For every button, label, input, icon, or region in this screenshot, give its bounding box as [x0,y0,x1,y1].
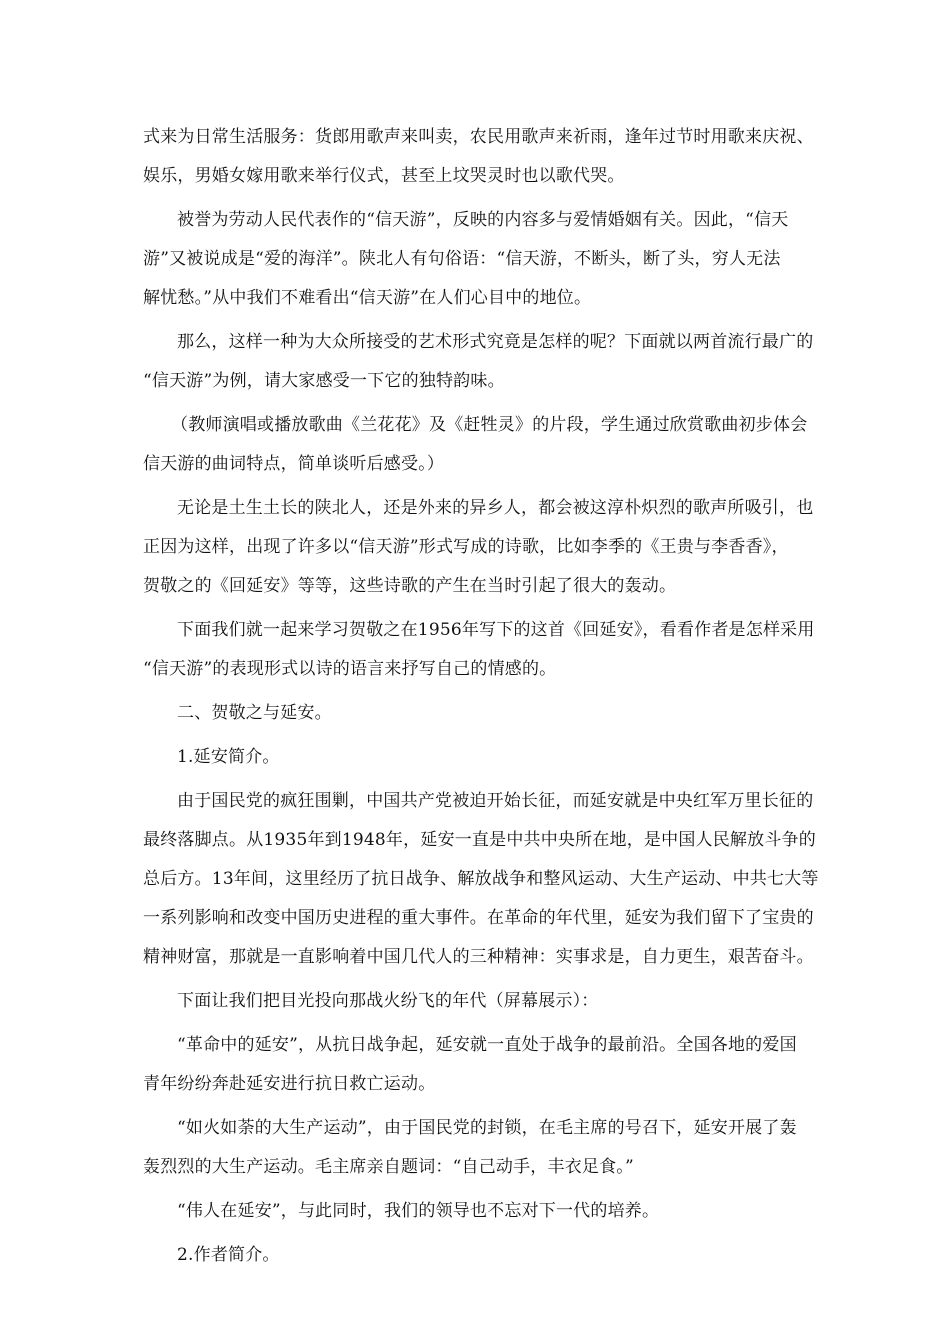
text-line: 下面让我们把目光投向那战火纷飞的年代（屏幕展示）： [177,991,599,1011]
paragraph-love-theme [143,201,815,318]
text-line: （教师演唱或播放歌曲《兰花花》及《赶牲灵》的片段，学生通过欣赏歌曲初步体会 [171,415,808,435]
paragraph-art-form [143,323,815,401]
text-line: 那么，这样一种为大众所接受的艺术形式究竟是怎样的呢？下面就以两首流行最广的 [177,332,814,352]
document-body [143,118,819,1280]
paragraph-screen-display [143,982,815,1021]
paragraph-song-uses [143,118,815,196]
text-line: 信天游的曲词特点，简单谈听后感受。） [143,454,445,474]
text-line: 精神财富，那就是一直影响着中国几代人的三种精神：实事求是，自力更生，艰苦奋斗。 [143,947,814,967]
text-line: 由于国民党的疯狂围剿，中国共产党被迫开始长征，而延安就是中央红军万里长征的 [177,791,814,811]
text-line: 式来为日常生活服务：货郎用歌声来叫卖，农民用歌声来祈雨，逢年过节时用歌来庆祝、 [143,127,814,147]
text-line: 被誉为劳动人民代表作的“信天游”，反映的内容多与爱情婚姻有关。因此，“信天 [177,210,789,230]
text-line: 娱乐，男婚女嫁用歌来举行仪式，甚至上坟哭灵时也以歌代哭。 [143,166,625,186]
paragraph-yanan-history [143,782,819,977]
paragraph-teacher-note [143,406,815,484]
text-line: 轰烈烈的大生产运动。毛主席亲自题词：“自己动手，丰衣足食。” [143,1157,634,1177]
paragraph-production-movement [143,1109,815,1187]
text-line: “信天游”的表现形式以诗的语言来抒写自己的情感的。 [143,659,557,679]
text-line: 总后方。13年间，这里经历了抗日战争、解放战争和整风运动、大生产运动、中共七大等 [143,869,819,889]
paragraph-poems-influence [143,489,815,606]
text-line: 1.延安简介。 [177,747,280,767]
text-line: “信天游”为例，请大家感受一下它的独特韵味。 [143,371,505,391]
section-heading-he-jingzhi-yanan [143,694,815,733]
text-line: 正因为这样，出现了许多以“信天游”形式写成的诗歌，比如李季的《王贵与李香香》， [143,537,789,557]
paragraph-revolution-yanan [143,1026,815,1104]
text-line: 无论是土生土长的陕北人，还是外来的异乡人，都会被这淳朴炽烈的歌声所吸引，也 [177,498,814,518]
text-line: 贺敬之的《回延安》等等，这些诗歌的产生在当时引起了很大的轰动。 [143,576,677,596]
subheading-yanan-intro [143,738,815,777]
text-line: 青年纷纷奔赴延安进行抗日救亡运动。 [143,1074,436,1094]
text-line: 2.作者简介。 [177,1245,280,1265]
text-line: “如火如荼的大生产运动”，由于国民党的封锁，在毛主席的号召下，延安开展了轰 [177,1118,797,1138]
text-line: 下面我们就一起来学习贺敬之在1956年写下的这首《回延安》，看看作者是怎样采用 [177,620,815,640]
text-line: “革命中的延安”，从抗日战争起，延安就一直处于战争的最前沿。全国各地的爱国 [177,1035,797,1055]
paragraph-study-intro [143,611,815,689]
text-line: “伟人在延安”，与此同时，我们的领导也不忘对下一代的培养。 [177,1201,660,1221]
text-line: 游”又被说成是“爱的海洋”。陕北人有句俗语：“信天游，不断头，断了头，穷人无法 [143,249,781,269]
text-line: 解忧愁。”从中我们不难看出“信天游”在人们心目中的地位。 [143,288,592,308]
text-line: 一系列影响和改变中国历史进程的重大事件。在革命的年代里，延安为我们留下了宝贵的 [143,908,814,928]
paragraph-leaders-yanan [143,1192,815,1231]
text-line: 最终落脚点。从1935年到1948年，延安一直是中共中央所在地，是中国人民解放斗争的 [143,830,816,850]
text-line: 二、贺敬之与延安。 [177,703,332,723]
subheading-author-intro [143,1236,815,1275]
